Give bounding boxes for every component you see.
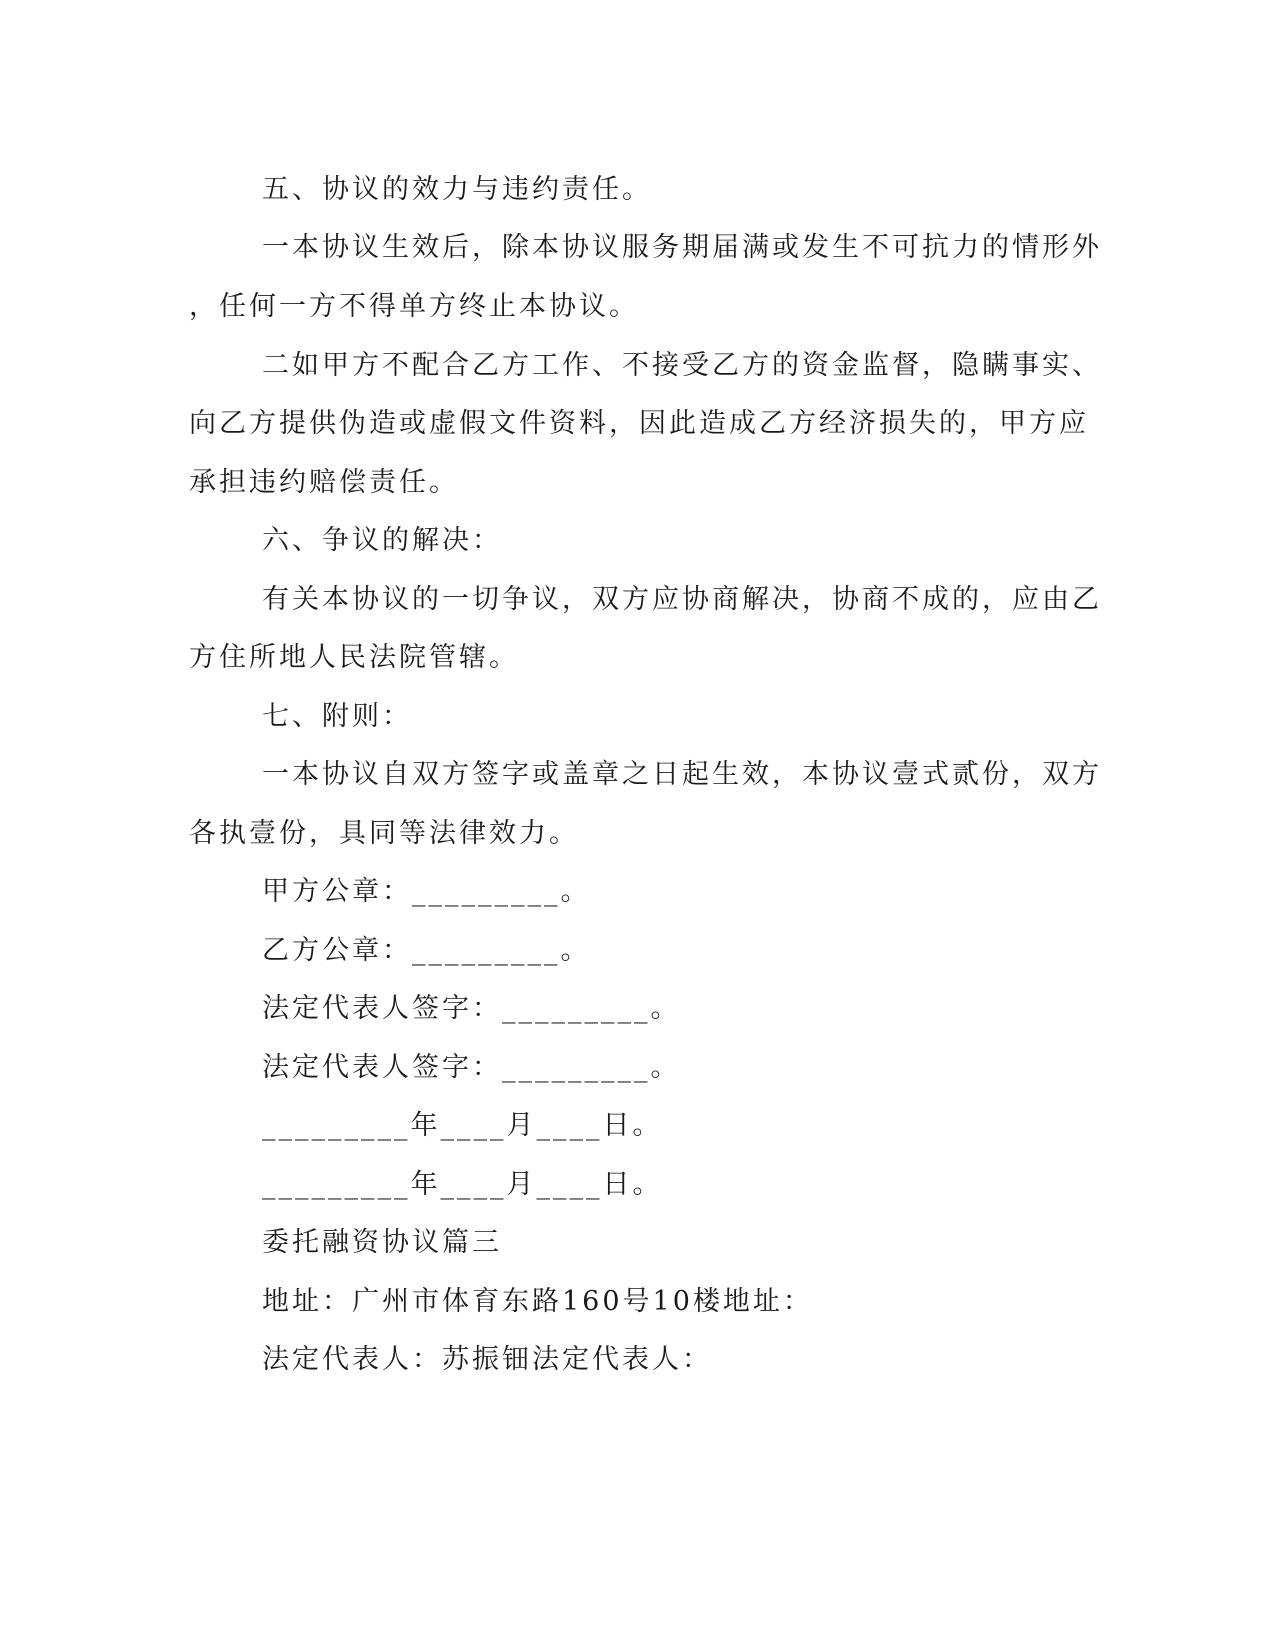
heading-section-six: 六、争议的解决： [262, 525, 502, 556]
legal-rep-signature-line: 法定代表人签字：_________。 [262, 1052, 681, 1083]
address-line: 地址：广州市体育东路160号10楼地址： [262, 1286, 813, 1317]
paragraph-line: 方住所地人民法院管辖。 [189, 642, 519, 673]
legal-representative-line: 法定代表人：苏振钿法定代表人： [262, 1344, 712, 1375]
section-title: 委托融资协议篇三 [262, 1227, 502, 1258]
legal-rep-signature-line: 法定代表人签字：_________。 [262, 993, 681, 1024]
paragraph-line: 向乙方提供伪造或虚假文件资料，因此造成乙方经济损失的，甲方应 [189, 408, 1089, 439]
paragraph-line: 一本协议生效后，除本协议服务期届满或发生不可抗力的情形外 [262, 232, 1102, 263]
party-a-seal-line: 甲方公章：_________。 [262, 876, 591, 907]
paragraph-line: 有关本协议的一切争议，双方应协商解决，协商不成的，应由乙 [262, 584, 1102, 615]
paragraph-line: 二如甲方不配合乙方工作、不接受乙方的资金监督，隐瞒事实、 [262, 350, 1102, 381]
date-line: _________年____月____日。 [262, 1110, 663, 1141]
heading-section-seven: 七、附则： [262, 701, 412, 732]
paragraph-line: 承担违约赔偿责任。 [189, 467, 459, 498]
paragraph-line: 各执壹份，具同等法律效力。 [189, 818, 579, 849]
date-line: _________年____月____日。 [262, 1169, 663, 1200]
paragraph-line: 一本协议自双方签字或盖章之日起生效，本协议壹式贰份，双方 [262, 759, 1102, 790]
party-b-seal-line: 乙方公章：_________。 [262, 935, 591, 966]
heading-section-five: 五、协议的效力与违约责任。 [262, 174, 652, 205]
paragraph-line: ，任何一方不得单方终止本协议。 [189, 291, 639, 322]
